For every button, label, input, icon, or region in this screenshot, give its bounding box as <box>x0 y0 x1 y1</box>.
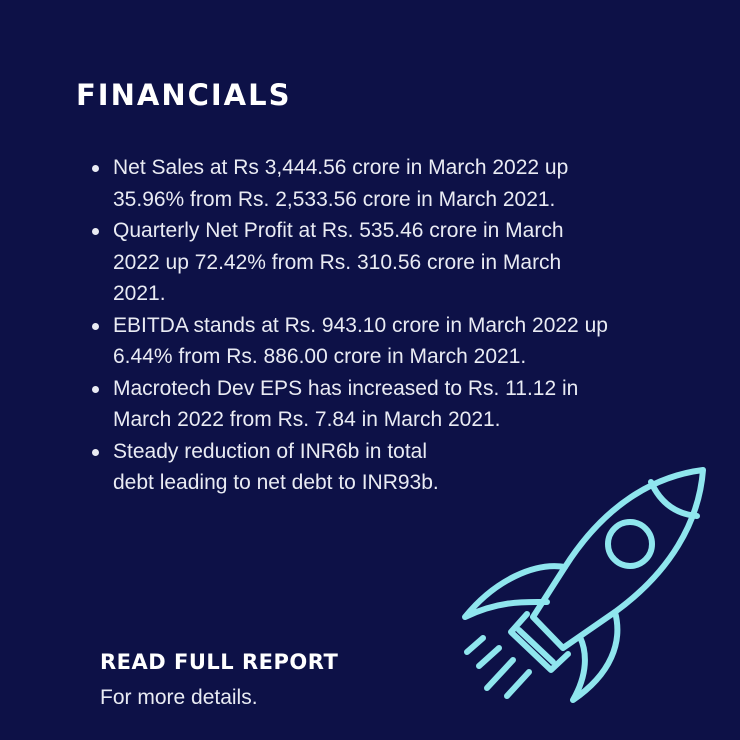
rocket-icon <box>455 462 715 712</box>
list-item: Quarterly Net Profit at Rs. 535.46 crore in March 2022 up 72.42% from Rs. 310.56 crore in March 2021. <box>92 215 612 310</box>
page-title: FINANCIALS <box>76 78 292 112</box>
read-full-report-link[interactable]: READ FULL REPORT <box>100 650 339 674</box>
list-item: Net Sales at Rs 3,444.56 crore in March 2022 up 35.96% from Rs. 2,533.56 crore in March 2021. <box>92 152 612 215</box>
financials-list <box>92 152 612 499</box>
list-item: Macrotech Dev EPS has increased to Rs. 11.12 in March 2022 from Rs. 7.84 in March 2021. <box>92 373 612 436</box>
list-item: EBITDA stands at Rs. 943.10 crore in March 2022 up 6.44% from Rs. 886.00 crore in March 2021. <box>92 310 612 373</box>
list-item: Steady reduction of INR6b in total debt leading to net debt to INR93b. <box>92 436 443 499</box>
report-subtitle: For more details. <box>100 686 258 709</box>
